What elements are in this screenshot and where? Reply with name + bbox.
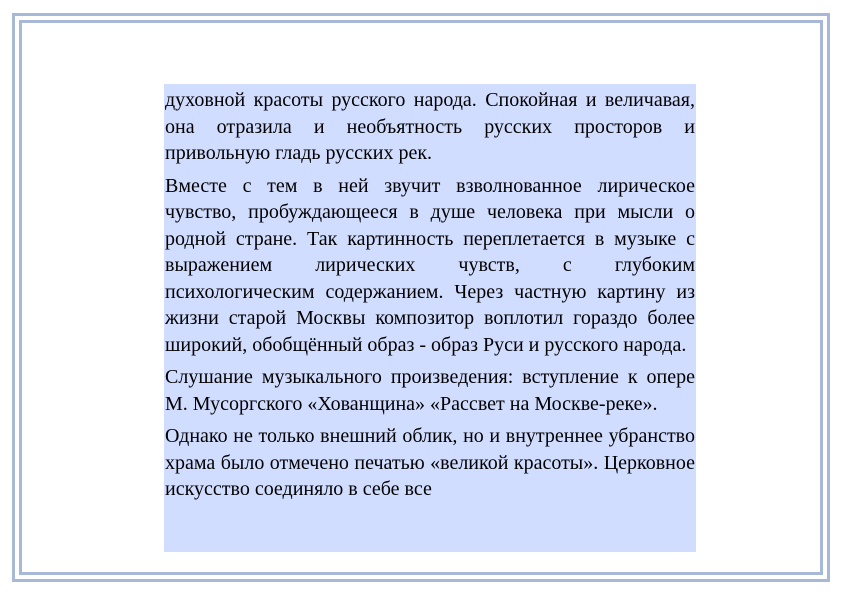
paragraph-3: Слушание музыкального произведения: вступление к опере М. Мусоргского «Хованщина» «Рассвет на Москве-реке». [165, 366, 695, 415]
paragraph-2: Вместе с тем в ней звучит взволнованное лирическое чувство, пробуждающееся в душе человека при мысли о родной стране. Так картинность переплетается в музыке с выражением лирических чувств, с глубоким психологическим содержанием. Через частную картину из жизни старой Москвы композитор воплотил гораздо более широкий, обобщённый образ - образ Руси и русского народа. [165, 174, 695, 356]
paragraph-1: духовной красоты русского народа. Спокойная и величавая, она отразила и необъятность русских просторов и привольную гладь русских рек. [165, 89, 695, 164]
text-box [164, 84, 696, 552]
paragraph-4: Однако не только внешний облик, но и внутреннее убранство храма было отмечено печатью «великой красоты». Церковное искусство соединяло в себе все [165, 425, 695, 500]
